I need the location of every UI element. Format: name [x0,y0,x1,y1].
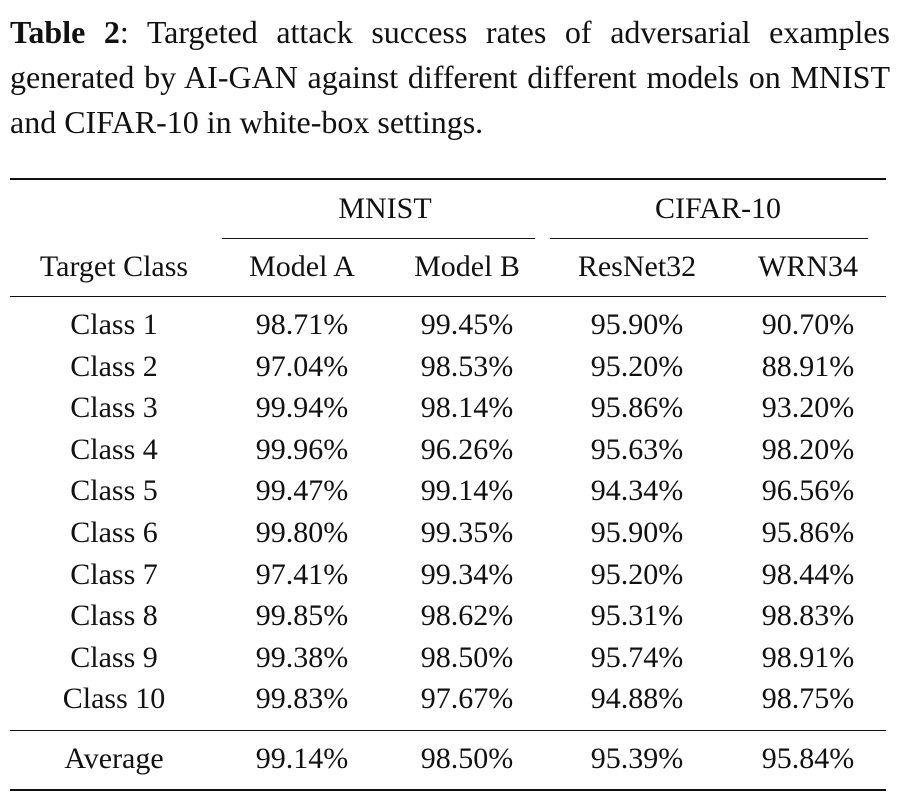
table-cell: 96.56% [761,474,855,507]
table-cell: 98.75% [761,682,855,715]
table-cell: 99.96% [255,433,349,466]
table-cell: 98.14% [420,391,514,424]
table-cell: 98.20% [761,433,855,466]
group-header-mnist: MNIST [338,192,432,225]
average-cell: 95.84% [761,742,855,775]
table-cell: 95.86% [761,516,855,549]
table-cell: 98.91% [761,641,855,674]
table-cell: 97.41% [255,558,349,591]
average-cell: 99.14% [255,742,349,775]
group-header-cifar10: CIFAR-10 [654,192,782,225]
bottom-rule [10,789,886,791]
table-cell: 97.04% [255,350,349,383]
row-label: Class 9 [70,641,158,674]
table-cell: 95.74% [590,641,684,674]
table-cell: 99.45% [420,308,514,341]
row-label: Class 4 [70,433,158,466]
row-label: Class 6 [70,516,158,549]
table-cell: 98.83% [761,599,855,632]
table-cell: 99.80% [255,516,349,549]
table-cell: 95.20% [590,558,684,591]
table-cell: 98.53% [420,350,514,383]
table-cell: 98.62% [420,599,514,632]
column-header: Target Class [39,250,189,283]
table-cell: 98.50% [420,641,514,674]
table-cell: 99.38% [255,641,349,674]
row-label: Class 10 [62,682,166,715]
row-label: Class 7 [70,558,158,591]
row-label: Class 1 [70,308,158,341]
column-header: ResNet32 [577,250,697,283]
table-cell: 95.90% [590,516,684,549]
table-caption [10,10,890,145]
header-rule [10,296,886,297]
average-label: Average [64,742,164,775]
mnist-group-rule [222,238,535,239]
column-header: Model A [249,250,355,283]
table-cell: 95.31% [590,599,684,632]
caption-text: : Targeted attack success rates of adversarial examples generated by AI-GAN against different different models on MNIST and CIFAR-10 in white-box settings. [10,14,890,140]
row-label: Class 3 [70,391,158,424]
table-cell: 99.83% [255,682,349,715]
table-cell: 95.86% [590,391,684,424]
cifar-group-rule [550,238,868,239]
table-cell: 95.90% [590,308,684,341]
average-rule [10,730,886,731]
table-cell: 99.85% [255,599,349,632]
table-cell: 99.14% [420,474,514,507]
caption-label: Table 2 [10,14,120,50]
table-cell: 99.94% [255,391,349,424]
column-header: WRN34 [758,250,858,283]
table-cell: 95.20% [590,350,684,383]
average-cell: 95.39% [590,742,684,775]
table-cell: 99.34% [420,558,514,591]
row-label: Class 5 [70,474,158,507]
table-cell: 98.44% [761,558,855,591]
table-cell: 99.35% [420,516,514,549]
table-cell: 96.26% [420,433,514,466]
table-cell: 93.20% [761,391,855,424]
table-cell: 94.88% [590,682,684,715]
table-cell: 95.63% [590,433,684,466]
row-label: Class 8 [70,599,158,632]
table-cell: 97.67% [420,682,514,715]
table-cell: 98.71% [255,308,349,341]
table-cell: 99.47% [255,474,349,507]
table-cell: 88.91% [761,350,855,383]
average-cell: 98.50% [420,742,514,775]
row-label: Class 2 [70,350,158,383]
table-cell: 90.70% [761,308,855,341]
column-header: Model B [414,250,520,283]
table-cell: 94.34% [590,474,684,507]
top-rule [10,178,886,180]
